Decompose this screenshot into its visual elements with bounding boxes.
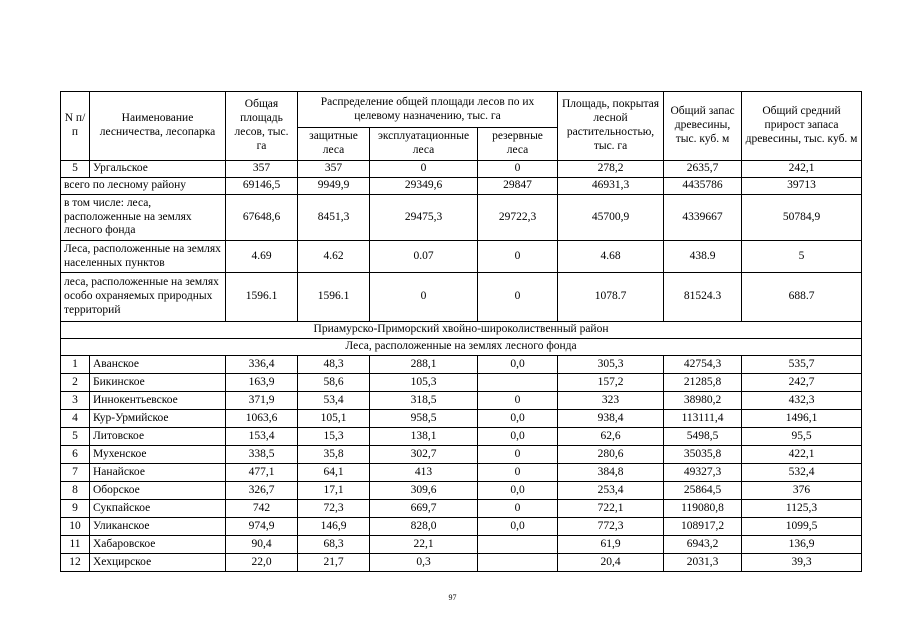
cell-covered: 305,3 (558, 356, 664, 374)
table-row (61, 518, 862, 536)
table-row (61, 482, 862, 500)
cell-stock: 4435786 (664, 178, 742, 195)
cell-stock: 21285,8 (664, 374, 742, 392)
table-row (61, 161, 862, 178)
header-covered-area: Площадь, покрытая лесной растительностью, тыс. га (558, 92, 664, 161)
summary-row (61, 178, 862, 195)
cell-growth: 376 (742, 482, 862, 500)
cell-operational: 22,1 (370, 536, 478, 554)
cell-protective: 4.62 (298, 241, 370, 273)
cell-reserve: 0,0 (478, 410, 558, 428)
cell-growth: 535,7 (742, 356, 862, 374)
cell-num: 4 (61, 410, 90, 428)
header-num: N п/п (61, 92, 90, 161)
cell-reserve: 0 (478, 500, 558, 518)
cell-operational: 669,7 (370, 500, 478, 518)
cell-stock: 119080,8 (664, 500, 742, 518)
cell-total: 477,1 (226, 464, 298, 482)
cell-stock: 2031,3 (664, 554, 742, 572)
table-row (61, 410, 862, 428)
cell-operational: 302,7 (370, 446, 478, 464)
forest-area-table (60, 91, 862, 572)
cell-num: 5 (61, 161, 90, 178)
cell-covered: 4.68 (558, 241, 664, 273)
header-operational: эксплуатационные леса (370, 128, 478, 161)
cell-total: 336,4 (226, 356, 298, 374)
summary-row (61, 195, 862, 241)
cell-reserve: 0,0 (478, 482, 558, 500)
subsection-title-row-title: Леса, расположенные на землях лесного фонда (61, 339, 862, 356)
cell-operational: 105,3 (370, 374, 478, 392)
table-row (61, 536, 862, 554)
cell-stock: 438.9 (664, 241, 742, 273)
cell-operational: 318,5 (370, 392, 478, 410)
cell-name: в том числе: леса, расположенные на землях лесного фонда (61, 195, 226, 241)
cell-stock: 6943,2 (664, 536, 742, 554)
cell-stock: 2635,7 (664, 161, 742, 178)
cell-covered: 253,4 (558, 482, 664, 500)
cell-num: 10 (61, 518, 90, 536)
cell-protective: 58,6 (298, 374, 370, 392)
cell-protective: 15,3 (298, 428, 370, 446)
cell-growth: 532,4 (742, 464, 862, 482)
cell-covered: 280,6 (558, 446, 664, 464)
cell-reserve: 29722,3 (478, 195, 558, 241)
cell-stock: 38980,2 (664, 392, 742, 410)
cell-stock: 108917,2 (664, 518, 742, 536)
cell-operational: 138,1 (370, 428, 478, 446)
cell-num: 2 (61, 374, 90, 392)
cell-operational: 29349,6 (370, 178, 478, 195)
table-row (61, 428, 862, 446)
cell-growth: 50784,9 (742, 195, 862, 241)
cell-total: 4.69 (226, 241, 298, 273)
cell-covered: 20,4 (558, 554, 664, 572)
cell-covered: 46931,3 (558, 178, 664, 195)
cell-stock: 42754,3 (664, 356, 742, 374)
page-number: 97 (448, 593, 457, 602)
cell-reserve: 0 (478, 241, 558, 273)
cell-name: всего по лесному району (61, 178, 226, 195)
cell-total: 67648,6 (226, 195, 298, 241)
cell-reserve (478, 374, 558, 392)
cell-operational: 309,6 (370, 482, 478, 500)
cell-growth: 1125,3 (742, 500, 862, 518)
table-row (61, 356, 862, 374)
cell-protective: 17,1 (298, 482, 370, 500)
cell-num: 9 (61, 500, 90, 518)
cell-protective: 68,3 (298, 536, 370, 554)
cell-growth: 242,7 (742, 374, 862, 392)
cell-protective: 35,8 (298, 446, 370, 464)
header-name: Наименование лесничества, лесопарка (90, 92, 226, 161)
cell-protective: 9949,9 (298, 178, 370, 195)
cell-reserve: 0 (478, 446, 558, 464)
cell-reserve: 29847 (478, 178, 558, 195)
cell-num: 8 (61, 482, 90, 500)
table-body (61, 161, 862, 572)
cell-operational: 0.07 (370, 241, 478, 273)
cell-covered: 278,2 (558, 161, 664, 178)
cell-num: 3 (61, 392, 90, 410)
cell-reserve (478, 536, 558, 554)
cell-total: 742 (226, 500, 298, 518)
cell-growth: 1099,5 (742, 518, 862, 536)
subsection-title-row (61, 339, 862, 356)
cell-num: 6 (61, 446, 90, 464)
cell-total: 69146,5 (226, 178, 298, 195)
cell-protective: 64,1 (298, 464, 370, 482)
cell-covered: 384,8 (558, 464, 664, 482)
table-row (61, 374, 862, 392)
header-distribution: Распределение общей площади лесов по их целевому назначению, тыс. га (298, 92, 558, 128)
cell-covered: 722,1 (558, 500, 664, 518)
cell-name: Иннокентьевское (90, 392, 226, 410)
cell-growth: 432,3 (742, 392, 862, 410)
cell-protective: 72,3 (298, 500, 370, 518)
cell-protective: 48,3 (298, 356, 370, 374)
cell-stock: 49327,3 (664, 464, 742, 482)
cell-total: 974,9 (226, 518, 298, 536)
cell-total: 326,7 (226, 482, 298, 500)
cell-growth: 422,1 (742, 446, 862, 464)
cell-reserve: 0 (478, 464, 558, 482)
cell-name: Мухенское (90, 446, 226, 464)
cell-covered: 62,6 (558, 428, 664, 446)
cell-total: 163,9 (226, 374, 298, 392)
table-header (61, 92, 862, 161)
cell-growth: 39,3 (742, 554, 862, 572)
cell-num: 5 (61, 428, 90, 446)
cell-growth: 95,5 (742, 428, 862, 446)
cell-growth: 688.7 (742, 273, 862, 322)
cell-growth: 136,9 (742, 536, 862, 554)
cell-operational: 0 (370, 161, 478, 178)
cell-growth: 1496,1 (742, 410, 862, 428)
cell-num: 12 (61, 554, 90, 572)
cell-name: Уликанское (90, 518, 226, 536)
cell-covered: 938,4 (558, 410, 664, 428)
header-wood-stock: Общий запас древесины, тыс. куб. м (664, 92, 742, 161)
cell-name: Нанайское (90, 464, 226, 482)
cell-operational: 0 (370, 273, 478, 322)
cell-stock: 35035,8 (664, 446, 742, 464)
header-stock-growth: Общий средний прирост запаса древесины, тыс. куб. м (742, 92, 862, 161)
cell-stock: 113111,4 (664, 410, 742, 428)
cell-name: Литовское (90, 428, 226, 446)
cell-name: Бикинское (90, 374, 226, 392)
summary-row (61, 273, 862, 322)
cell-name: Аванское (90, 356, 226, 374)
cell-protective: 21,7 (298, 554, 370, 572)
section-title-row (61, 322, 862, 339)
cell-operational: 0,3 (370, 554, 478, 572)
table-row (61, 554, 862, 572)
cell-total: 357 (226, 161, 298, 178)
cell-total: 90,4 (226, 536, 298, 554)
cell-protective: 8451,3 (298, 195, 370, 241)
cell-growth: 242,1 (742, 161, 862, 178)
cell-name: леса, расположенные на землях особо охраняемых природных территорий (61, 273, 226, 322)
cell-name: Хехцирское (90, 554, 226, 572)
cell-covered: 61,9 (558, 536, 664, 554)
cell-protective: 146,9 (298, 518, 370, 536)
cell-name: Леса, расположенные на землях населенных пунктов (61, 241, 226, 273)
cell-name: Кур-Урмийское (90, 410, 226, 428)
cell-total: 371,9 (226, 392, 298, 410)
cell-operational: 958,5 (370, 410, 478, 428)
cell-total: 1596.1 (226, 273, 298, 322)
cell-name: Оборское (90, 482, 226, 500)
cell-reserve: 0,0 (478, 518, 558, 536)
cell-protective: 53,4 (298, 392, 370, 410)
header-protective: защитные леса (298, 128, 370, 161)
header-reserve: резервные леса (478, 128, 558, 161)
cell-reserve: 0 (478, 392, 558, 410)
cell-covered: 45700,9 (558, 195, 664, 241)
cell-stock: 81524.3 (664, 273, 742, 322)
cell-total: 1063,6 (226, 410, 298, 428)
cell-num: 1 (61, 356, 90, 374)
cell-protective: 105,1 (298, 410, 370, 428)
cell-reserve: 0 (478, 161, 558, 178)
cell-protective: 1596.1 (298, 273, 370, 322)
cell-total: 153,4 (226, 428, 298, 446)
table-row (61, 446, 862, 464)
cell-operational: 29475,3 (370, 195, 478, 241)
header-total-area: Общая площадь лесов, тыс. га (226, 92, 298, 161)
cell-reserve: 0,0 (478, 428, 558, 446)
cell-covered: 323 (558, 392, 664, 410)
cell-operational: 828,0 (370, 518, 478, 536)
summary-row (61, 241, 862, 273)
table-row (61, 464, 862, 482)
cell-total: 22,0 (226, 554, 298, 572)
table-row (61, 500, 862, 518)
cell-name: Ургальское (90, 161, 226, 178)
cell-total: 338,5 (226, 446, 298, 464)
cell-reserve: 0,0 (478, 356, 558, 374)
cell-reserve (478, 554, 558, 572)
cell-growth: 5 (742, 241, 862, 273)
cell-stock: 4339667 (664, 195, 742, 241)
cell-stock: 5498,5 (664, 428, 742, 446)
cell-covered: 772,3 (558, 518, 664, 536)
cell-protective: 357 (298, 161, 370, 178)
cell-name: Сукпайское (90, 500, 226, 518)
cell-num: 7 (61, 464, 90, 482)
cell-growth: 39713 (742, 178, 862, 195)
table-row (61, 392, 862, 410)
cell-name: Хабаровское (90, 536, 226, 554)
section-title-row-title: Приамурско-Приморский хвойно-широколиственный район (61, 322, 862, 339)
cell-operational: 288,1 (370, 356, 478, 374)
cell-num: 11 (61, 536, 90, 554)
cell-reserve: 0 (478, 273, 558, 322)
cell-stock: 25864,5 (664, 482, 742, 500)
cell-covered: 157,2 (558, 374, 664, 392)
cell-operational: 413 (370, 464, 478, 482)
cell-covered: 1078.7 (558, 273, 664, 322)
